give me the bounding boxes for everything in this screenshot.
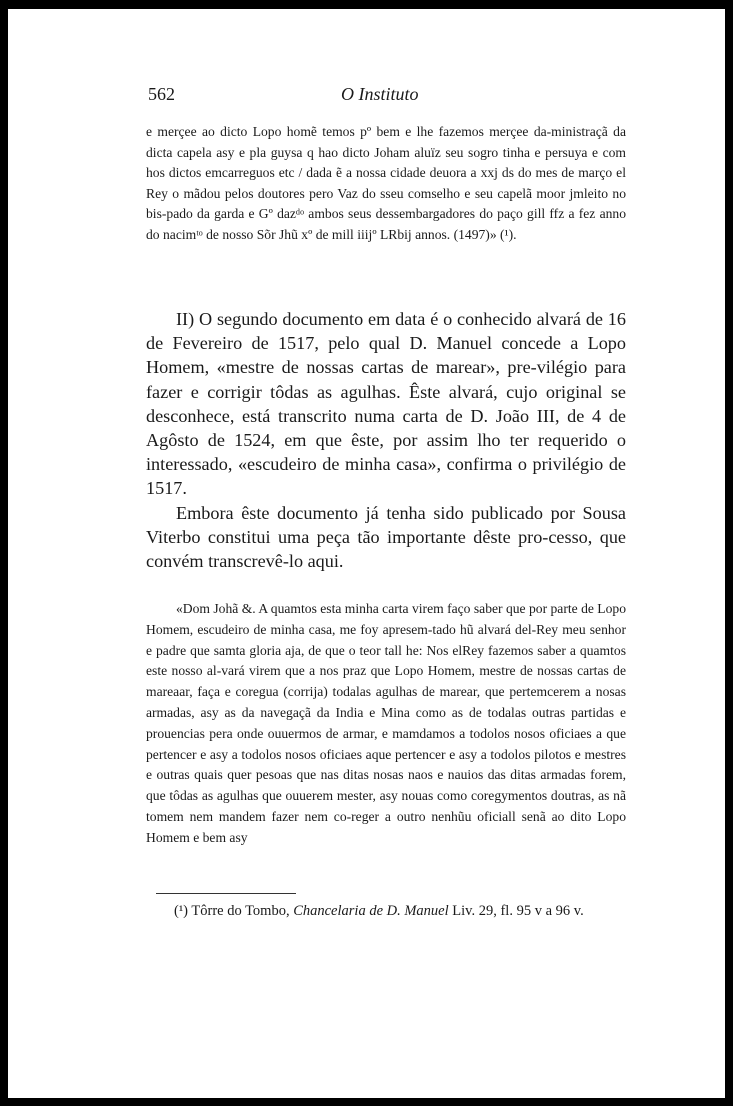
footnote-text-after: Liv. 29, fl. 95 v a 96 v.	[452, 903, 584, 919]
body-paragraph-2: Embora êste documento já tenha sido publicado por Sousa Viterbo constitui uma peça tão importante dêste pro-cesso, que convém transcrevê-lo aqui.	[146, 502, 626, 572]
quoted-document-bottom	[146, 599, 626, 849]
footnote	[146, 901, 626, 922]
page-header	[148, 84, 628, 108]
quoted-alvara-text: «Dom Johã &. A quamtos esta minha carta virem faço saber que por parte de Lopo Homem, escudeiro de minha casa, me foy apresem-tado hũ alvará del-Rey meu senhor e padre que samta gloria aja, de que o teor tall he: Nos elRey fazemos saber a quamtos este nosso al-vará virem que a nos praz que Lopo Homem, mestre de nossas cartas de mareaar, faça e coregua (corrija) todalas agulhas de marear, que pertemcerem a nosas armadas, asy as da navegaçã da India e Mina como as de todalas outras partidas e prouencias pera onde ouuermos de armar, e mamdamos a todolos nosos oficiaes a que pertencer e asy a todolos nosos oficiaes aque pertencer e asy a todolos pilotos e mestres e outras quais quer pesoas que nas ditas nosas naos e nauios das ditas armadas forem, que tôdas as agulhas que ouuerem mester, asy nouas como coregymentos doutras, as nã tomem nem mandem fazer nem co-reger a outro nenhũu oficiall senã ao dito Lopo Homem e bem asy	[146, 601, 626, 845]
footnote-text-before: Tôrre do Tombo,	[191, 903, 290, 919]
quoted-document-top: e merçee ao dicto Lopo homẽ temos pº bem e lhe fazemos merçee da-ministraçã da dicta capela asy e pla guysa q hao dicto Joham aluïz seu sogro tinha e persuya e com hos dictos emcarreguos etc / dada ẽ a nossa cidade deuora a xxj ds do mes de março el Rey o mãdou pelos doutores pero Vaz do sseu comselho e seu capelã moor jmleito no bis-pado da garda e Gº dazᵈᵒ ambos seus dessembargadores do paço gill ffz a fez anno do nacimᵗᵒ de nosso Sõr Jhũ xº de mill iiijº LRbij annos. (1497)» (¹).	[146, 124, 626, 242]
running-title: O Instituto	[341, 84, 419, 104]
footnote-source-title: Chancelaria de D. Manuel	[293, 903, 449, 919]
page-number: 562	[148, 84, 175, 104]
footnote-divider	[156, 893, 296, 894]
body-text	[146, 307, 626, 573]
document-page	[8, 9, 725, 1098]
footnote-marker: (¹)	[174, 903, 189, 919]
body-paragraph-1: II) O segundo documento em data é o conhecido alvará de 16 de Fevereiro de 1517, pelo qual D. Manuel concede a Lopo Homem, «mestre de nossas cartas de marear», pre-vilégio para fazer e corrigir tôdas as agulhas. Êste alvará, cujo original se desconhece, está transcrito numa carta de D. João III, de 4 de Agôsto de 1524, em que êste, por assim lho ter requerido o interessado, «escudeiro de minha casa», confirma o privilégio de 1517.	[146, 309, 626, 499]
